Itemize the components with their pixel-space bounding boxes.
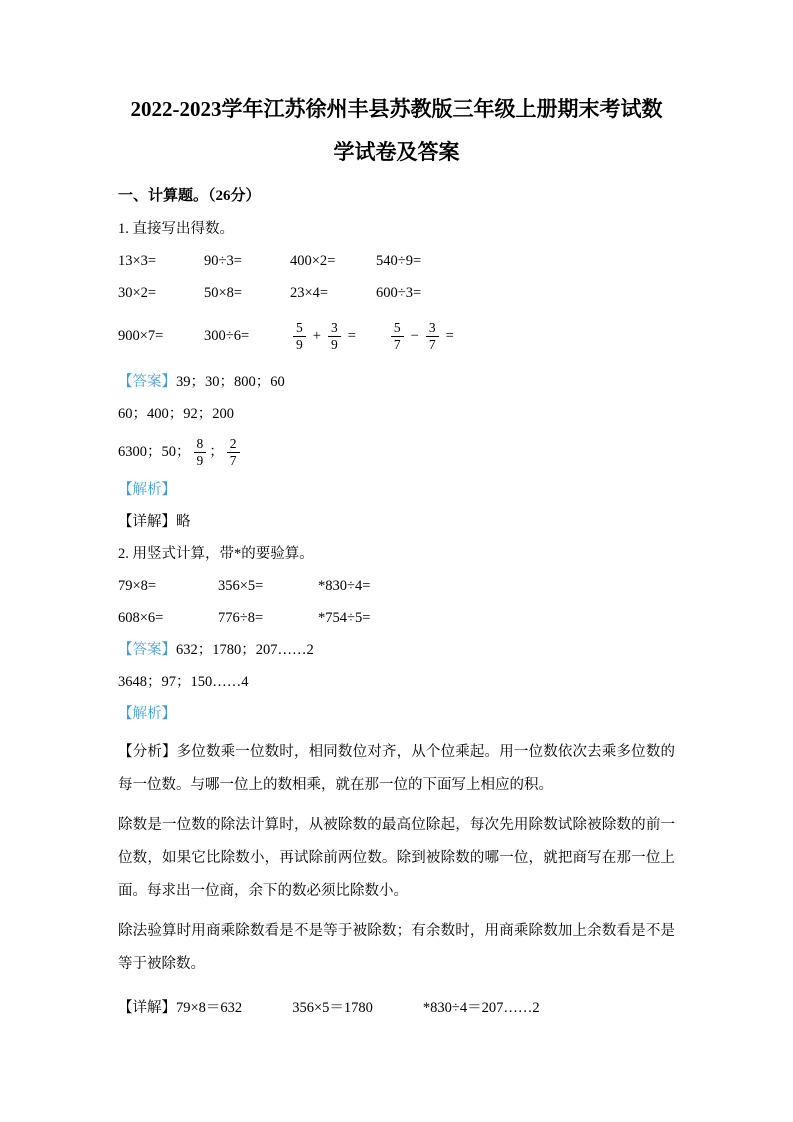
q2-analysis-paragraph-3: 除法验算时用商乘除数看是不是等于被除数；有余数时，用商乘除数加上余数看是不是等于被除数。 [118,923,675,972]
fraction [328,320,341,353]
expression: *830÷4= [318,577,371,594]
q1-analysis-label-line [118,480,675,501]
answer-text: 6300；50； [118,443,191,460]
q2-answer-line-2: 3648；97；150……4 [118,674,249,691]
expression: 79×8= [118,577,157,594]
fraction [293,320,306,353]
detail-expression: 356×5＝1780 [292,1000,373,1017]
plus-operator: + [312,328,321,345]
equals-sign: = [445,328,454,345]
expression: *754÷5= [318,609,371,626]
fraction [391,320,404,353]
expression: 776÷8= [218,609,264,626]
fraction-numerator: 8 [194,436,207,453]
answer-text: 632；1780；207……2 [176,642,314,658]
q2-analysis-label-line [118,704,675,725]
detail-expression: *830÷4＝207……2 [422,1000,540,1017]
fraction [194,436,207,469]
title-line-1: 2022-2023学年江苏徐州丰县苏教版三年级上册期末考试数 [130,97,663,121]
question-1-prompt: 1. 直接写出得数。 [118,221,234,238]
fraction-numerator: 2 [227,436,240,453]
q2-answer-line-1 [118,640,675,661]
q1-expression-row-1 [118,251,675,272]
q1-expression-row-2 [118,283,675,304]
expression: 400×2= [290,253,336,270]
q1-answer-line-1 [118,372,675,393]
expression: 300÷6= [204,328,250,345]
q2-analysis-paragraph-1: 【分析】多位数乘一位数时，相同数位对齐，从个位乘起。用一位数依次去乘多位数的每一位数。与哪一位上的数相乘，就在那一位的下面写上相应的积。 [118,744,675,793]
fraction-expression-add [290,320,360,353]
fraction-numerator: 5 [391,320,404,337]
expression: 50×8= [204,285,243,302]
analysis-label: 【解析】 [118,706,176,723]
q2-analysis-paragraph-2: 除数是一位数的除法计算时，从被除数的最高位除起，每次先用除数试除被除数的前一位数，如果它比除数小，再试除前两位数。除到被除数的哪一位，就把商写在那一位上面。每求出一位商，余下的数必须比除数小。 [118,817,675,899]
separator: ； [209,443,224,460]
fraction-denominator: 9 [330,337,338,353]
fraction-numerator: 3 [328,320,341,337]
title-line-2: 学试卷及答案 [333,140,460,165]
fraction-denominator: 7 [393,337,401,353]
detail-expression: 【详解】79×8＝632 [118,1000,243,1017]
section-1-heading: 一、计算题。（26分） [118,188,261,205]
fraction-expression-subtract [388,320,458,353]
q1-answer-line-2: 60；400；92；200 [118,405,234,422]
fraction [426,320,439,353]
fraction-denominator: 9 [196,452,204,468]
expression: 23×4= [290,285,329,302]
minus-operator: − [410,328,419,345]
fraction-denominator: 7 [428,337,436,353]
question-2-prompt: 2. 用竖式计算，带*的要验算。 [118,545,314,562]
expression: 608×6= [118,609,164,626]
fraction-denominator: 7 [229,452,237,468]
fraction-denominator: 9 [296,337,303,353]
expression: 540÷9= [376,253,422,270]
expression: 600÷3= [376,285,422,302]
q2-expression-row-1 [118,576,675,597]
document-title [118,88,675,174]
answer-text: 39；30；800；60 [176,373,285,390]
expression: 13×3= [118,253,157,270]
q1-expression-row-3 [118,320,675,353]
analysis-label: 【解析】 [118,481,176,498]
q2-expression-row-2 [118,608,675,629]
q1-detail-line: 【详解】略 [118,513,191,530]
expression: 900×7= [118,328,164,345]
answer-label: 【答案】 [118,642,176,658]
q2-detail-row [118,998,675,1019]
answer-label: 【答案】 [118,373,176,390]
fraction-numerator: 3 [426,320,439,337]
expression: 90÷3= [204,253,242,270]
fraction [227,436,240,469]
expression: 30×2= [118,285,157,302]
expression: 356×5= [218,577,264,594]
q1-answer-line-3 [118,436,675,469]
equals-sign: = [347,328,356,345]
fraction-numerator: 5 [293,320,306,337]
